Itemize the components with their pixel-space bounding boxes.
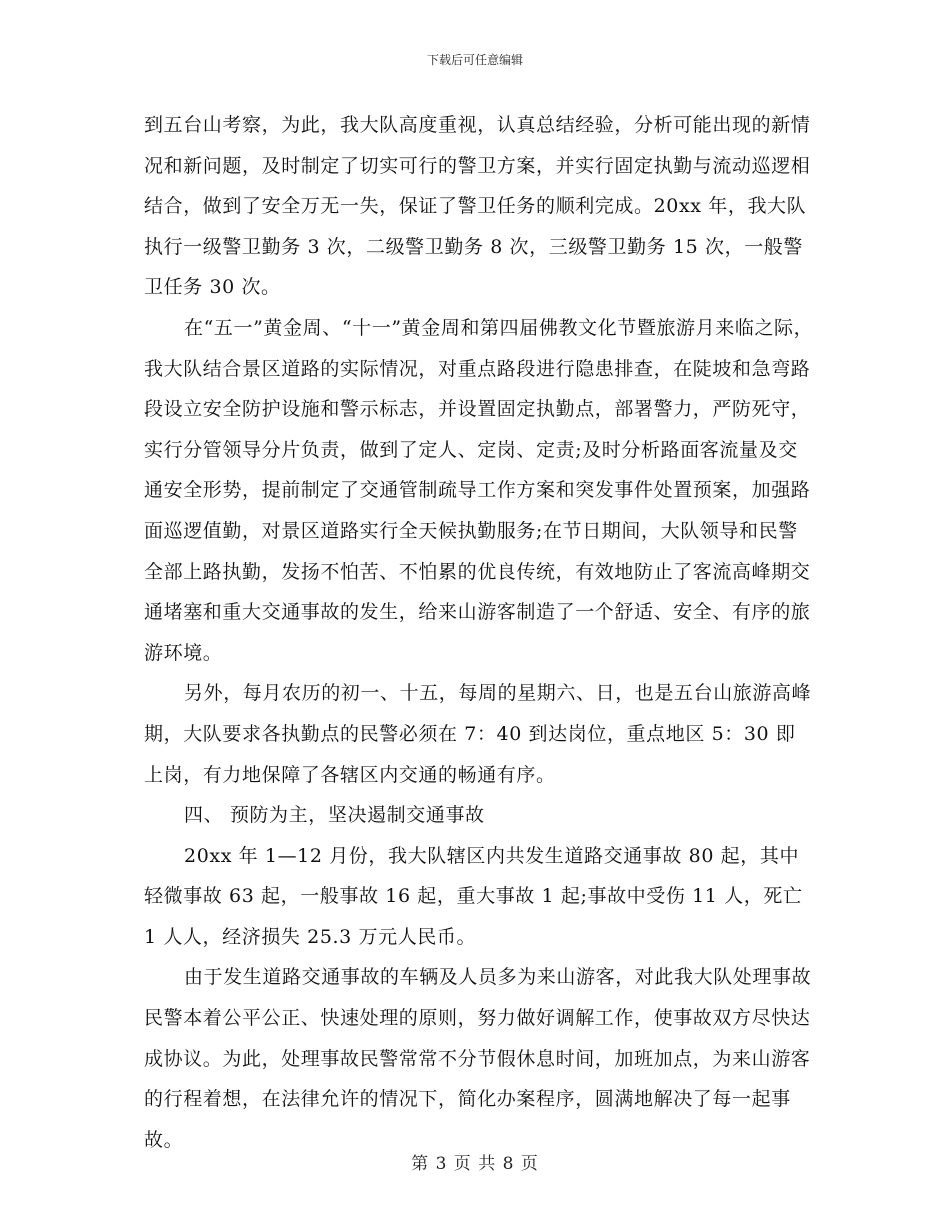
paragraph-holiday-measures: 在“五一”黄金周、“十一”黄金周和第四届佛教文化节暨旅游月来临之际，我大队结合景区道路的实际情况，对重点路段进行隐患排查，在陡坡和急弯路段设立安全防护设施和警示标志，并设置固定执勤点，部署警力，严防死守，实行分管领导分片负责，做到了定人、定岗、定责;及时分析路面客流量及交通安全形势，提前制定了交通管制疏导工作方案和突发事件处置预案，加强路面巡逻值勤，对景区道路实行全天候执勤服务;在节日期间，大队领导和民警全部上路执勤，发扬不怕苦、不怕累的优良传统，有效地防止了客流高峰期交通堵塞和重大交通事故的发生，给来山游客制造了一个舒适、安全、有序的旅游环境。	[144, 316, 814, 664]
page-number: 第 3 页 共 8 页	[411, 1154, 539, 1174]
page-header: 下载后可任意编辑	[426, 53, 523, 67]
paragraph-guard-duty: 到五台山考察，为此，我大队高度重视，认真总结经验，分析可能出现的新情况和新问题，及时制定了切实可行的警卫方案，并实行固定执勤与流动巡逻相结合，做到了安全万无一失，保证了警卫任务的顺利完成。20xx 年，我大队执行一级警卫勤务 3 次，二级警卫勤务 8 次，三级警卫勤务 15 次，一般警卫任务 30 次。	[144, 114, 811, 299]
document-body	[144, 105, 814, 1160]
paragraph-peak-periods: 另外，每月农历的初一、十五，每周的星期六、日，也是五台山旅游高峰期，大队要求各执勤点的民警必须在 7：40 到达岗位，重点地区 5：30 即上岗，有力地保障了各辖区内交通的畅通有序。	[144, 682, 812, 786]
paragraph-accident-stats: 20xx 年 1—12 月份，我大队辖区内共发生道路交通事故 80 起，其中轻微事故 63 起，一般事故 16 起，重大事故 1 起;事故中受伤 11 人，死亡 1 人人，经济损失 25.3 万元人民币。	[144, 844, 810, 948]
section-heading-prevention: 四、 预防为主，坚决遏制交通事故	[184, 804, 485, 827]
paragraph-accident-handling: 由于发生道路交通事故的车辆及人员多为来山游客，对此我大队处理事故民警本着公平公正、快速处理的原则，努力做好调解工作，使事故双方尽快达成协议。为此，处理事故民警常常不分节假休息时间，加班加点，为来山游客的行程着想，在法律允许的情况下，简化办案程序，圆满地解决了每一起事故。	[144, 966, 812, 1151]
